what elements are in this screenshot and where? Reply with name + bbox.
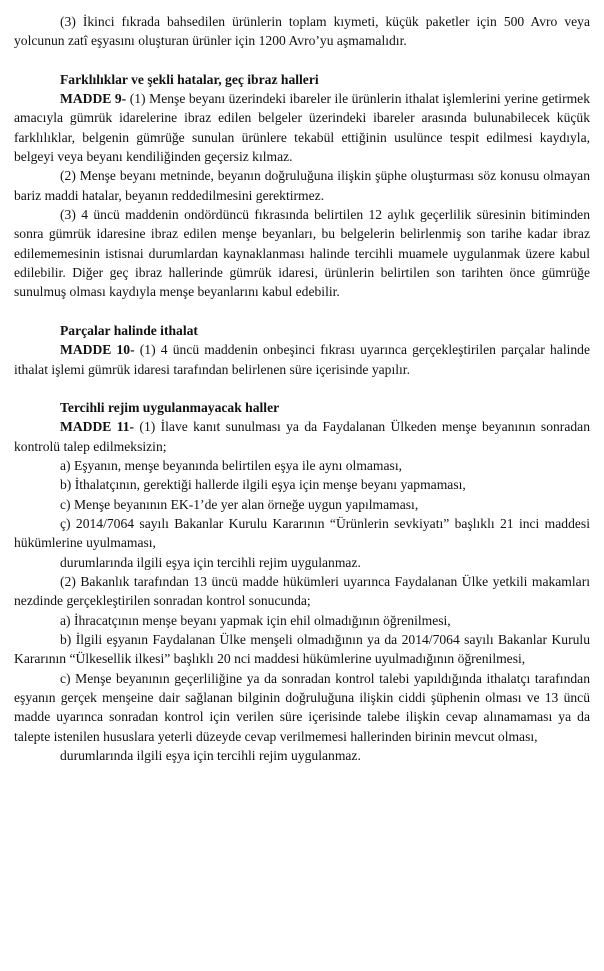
article-10-paragraph-1	[14, 340, 590, 379]
article-11-item-c: c) Menşe beyanının EK-1’de yer alan örneğe uygun yapılmaması,	[60, 496, 419, 512]
spacer	[14, 51, 590, 70]
article-11-conclusion-1: durumlarında ilgili eşya için tercihli rejim uygulanmaz.	[60, 554, 361, 570]
article-10-text: (1) 4 üncü maddenin onbeşinci fıkrası uyarınca gerçekleştirilen parçalar halinde ithalat işlemi gümrük idaresi tarafından belirlenen süre içerisinde yapılır.	[14, 342, 590, 377]
article-11-2-item-c: c) Menşe beyanının geçerliliğine ya da sonradan kontrol talebi yapıldığında ithalatçı tarafından eşyanın gerçek menşeine dair sağlanan bilginin doğruluğuna ilişkin ciddi şüphenin olması ve 13 üncü madde uyarınca sonradan kontrol için verilen süre içerisinde talebe ilişkin cevap alınamaması ya da talepte istenilen hususlara yeterli düzeyde cevap verilmemesi hallerinden birinin mevcut olması,	[14, 670, 590, 744]
section-heading-partial-import: Parçalar halinde ithalat	[60, 322, 198, 338]
article-11-item-cc: ç) 2014/7064 sayılı Bakanlar Kurulu Kararının “Ürünlerin sevkiyatı” başlıklı 21 inci maddesi hükümlerine uyulmaması,	[14, 515, 590, 551]
article-11-paragraph-2: (2) Bakanlık tarafından 13 üncü madde hükümleri uyarınca Faydalanan Ülke yetkili makamları nezdinde gerçekleştirilen sonradan kontrol sonucunda;	[14, 573, 590, 609]
article-11-text: (1) İlave kanıt sunulması ya da Faydalanan Ülkeden menşe beyanının sonradan kontrolü talep edilmeksizin;	[14, 419, 590, 454]
article-9-label: MADDE 9-	[60, 91, 127, 107]
paragraph-3-value-limits: (3) İkinci fıkrada bahsedilen ürünlerin toplam kıymeti, küçük paketler için 500 Avro veya yolcunun zatî eşyasını oluşturan ürünler için 1200 Avro’yu aşmamalıdır.	[14, 14, 590, 49]
article-11-2-item-b: b) İlgili eşyanın Faydalanan Ülke menşeli olmadığının ya da 2014/7064 sayılı Bakanlar Kurulu Kararının “Ülkesellik ilkesi” başlıklı 20 nci maddesi hükümlerine uyulmadığının öğrenilmesi,	[14, 631, 590, 667]
article-11-label: MADDE 11-	[60, 419, 135, 435]
article-9-paragraph-3: (3) 4 üncü maddenin ondördüncü fıkrasında belirtilen 12 aylık geçerlilik süresinin bitiminden sonra gümrük idaresine ibraz edilen menşe beyanları, bu belgelerin belirlenmiş son tarihe kadar ibraz edilememesinin istisnai durumlardan kaynaklanması halinde tercihli muamele uygulanmak üzere kabul edilebilir. Diğer geç ibraz hallerinde gümrük idaresi, ürünlerin belirtilen son tarihten önce gümrüğe sunulmuş olması kaydıyla menşe beyanlarını kabul edebilir.	[14, 207, 590, 300]
article-11-2-item-a: a) İhracatçının menşe beyanı yapmak için ehil olmadığının öğrenilmesi,	[60, 612, 451, 628]
spacer	[14, 379, 590, 398]
article-9-paragraph-2: (2) Menşe beyanı metninde, beyanın doğruluğuna ilişkin şüphe oluşturması söz konusu olmayan bariz maddi hatalar, beyanın reddedilmesini gerektirmez.	[14, 168, 590, 203]
document-page	[14, 12, 590, 765]
article-11-conclusion-2: durumlarında ilgili eşya için tercihli rejim uygulanmaz.	[60, 748, 361, 764]
spacer	[14, 302, 590, 321]
section-heading-no-preferential: Tercihli rejim uygulanmayacak haller	[60, 399, 280, 415]
article-9-text: (1) Menşe beyanı üzerindeki ibareler ile ürünlerin ithalat işlemlerini yerine getirmek amacıyla gümrük idarelerine ibraz edilen belgeler üzerindeki ibareler arasında bulunabilecek küçük farklılıklar, belgenin gümrüğe sunulan ürünlere tekabül ettiğinin usulünce tespit edilmesi kaydıyla, belgeyi veya beyanı kendiliğinden geçersiz kılmaz.	[14, 91, 590, 165]
article-11-item-a: a) Eşyanın, menşe beyanında belirtilen eşya ile aynı olmaması,	[60, 457, 403, 473]
article-10-label: MADDE 10-	[60, 342, 135, 358]
article-9-paragraph-1	[14, 89, 590, 166]
article-11-item-b: b) İthalatçının, gerektiği hallerde ilgili eşya için menşe beyanı yapmaması,	[60, 477, 466, 493]
section-heading-differences: Farklılıklar ve şekli hatalar, geç ibraz halleri	[60, 71, 319, 87]
article-11-paragraph-1	[14, 417, 590, 456]
